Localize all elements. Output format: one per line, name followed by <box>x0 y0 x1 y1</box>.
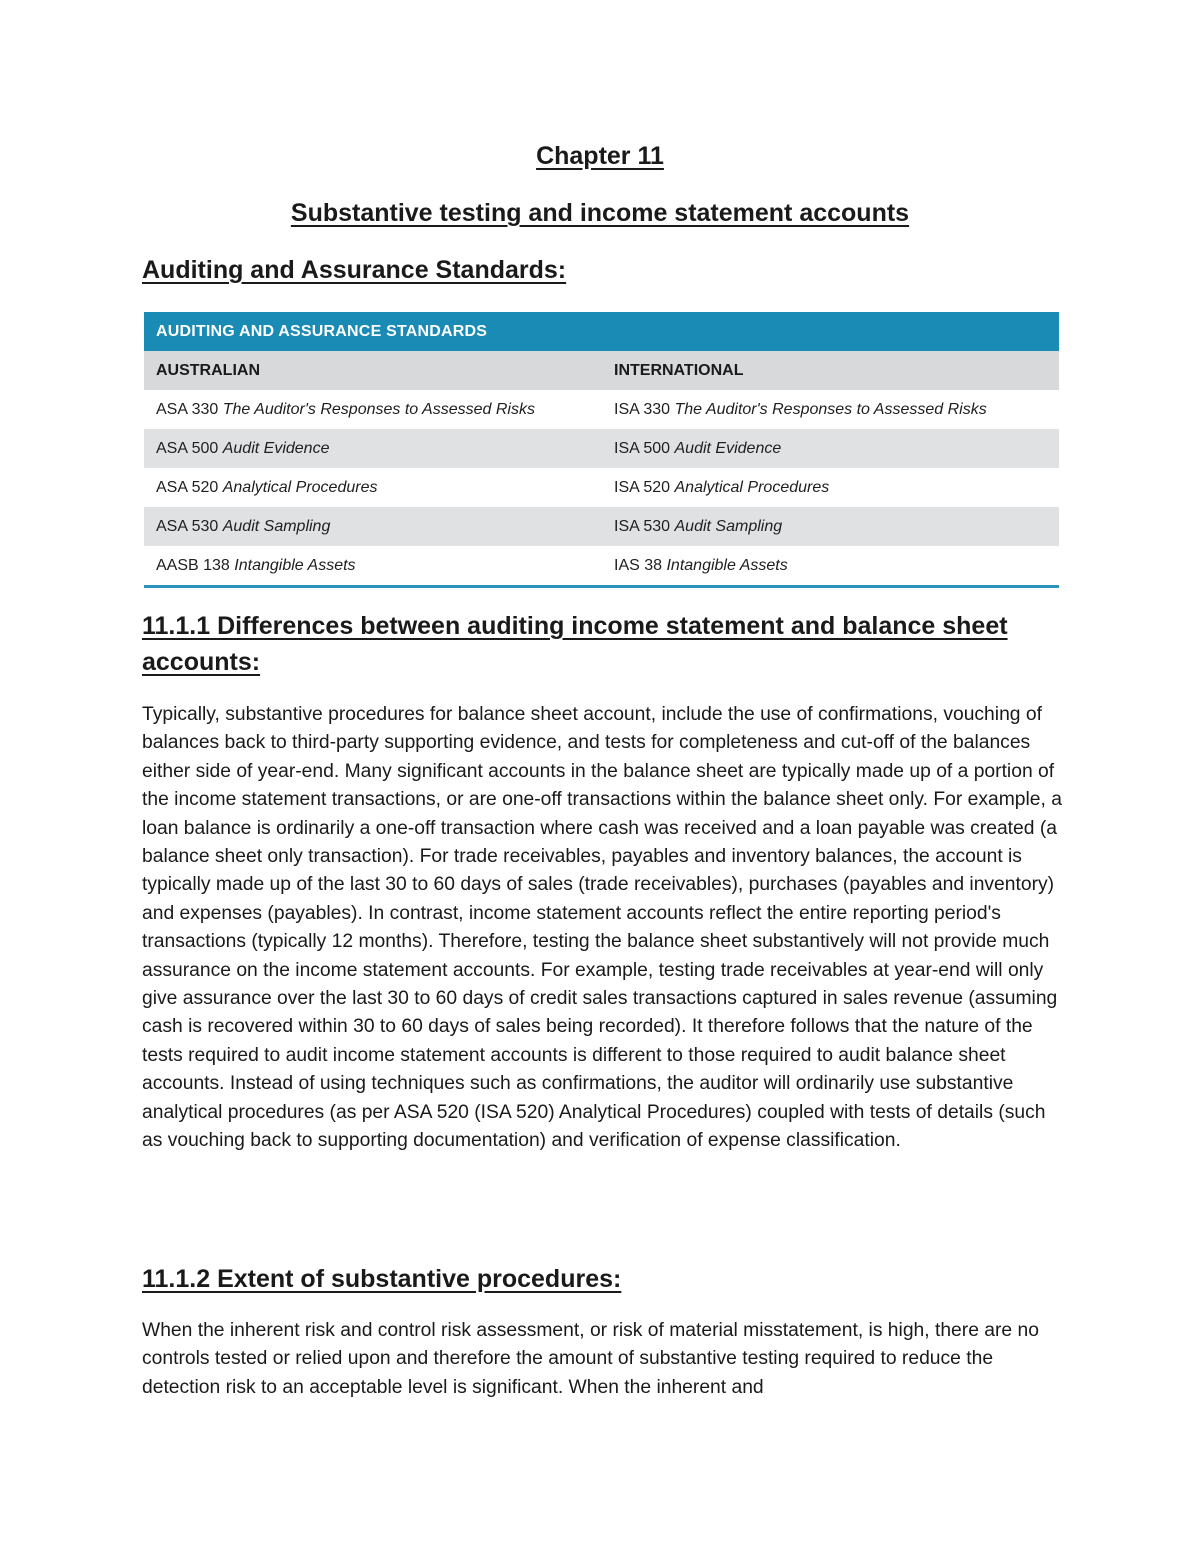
section-11-1-2-paragraph: When the inherent risk and control risk assessment, or risk of material misstatement, is high, there are no controls tested or relied upon and therefore the amount of substantive testing required to reduce the detection risk to an acceptable level is significant. When the inherent and <box>142 1320 1039 1398</box>
australian-standard-cell <box>144 546 602 587</box>
australian-standard-cell <box>144 468 602 507</box>
standards-heading: Auditing and Assurance Standards: <box>142 256 567 284</box>
australian-standard-cell <box>144 390 602 429</box>
international-standard-cell <box>602 429 1059 468</box>
standard-name: The Auditor's Responses to Assessed Risks <box>222 400 535 418</box>
standard-name: Audit Sampling <box>674 517 783 535</box>
standard-name: The Auditor's Responses to Assessed Risks <box>674 400 987 418</box>
column-header-international: INTERNATIONAL <box>602 351 1059 390</box>
standard-name: Intangible Assets <box>666 556 788 574</box>
standard-name: Audit Evidence <box>222 439 330 457</box>
section-11-1-2-heading: 11.1.2 Extent of substantive procedures: <box>142 1265 622 1293</box>
international-standard-cell <box>602 546 1059 587</box>
section-11-1-1-paragraph: Typically, substantive procedures for balance sheet account, include the use of confirmations, vouching of balances back to third-party supporting evidence, and tests for completeness and cut-off of the balances either side of year-end. Many significant accounts in the balance sheet are typically made up of a portion of the income statement transactions, or are one-off transactions within the balance sheet only. For example, a loan balance is ordinarily a one-off transaction where cash was received and a loan payable was created (a balance sheet only transaction). For trade receivables, payables and inventory balances, the account is typically made up of the last 30 to 60 days of sales (trade receivables), purchases (payables and inventory) and expenses (payables). In contrast, income statement accounts reflect the entire reporting period's transactions (typically 12 months). Therefore, testing the balance sheet substantively will not provide much assurance on the income statement accounts. For example, testing trade receivables at year-end will only give assurance over the last 30 to 60 days of credit sales transactions captured in sales revenue (assuming cash is recovered within 30 to 60 days of sales being recorded). It therefore follows that the nature of the tests required to audit income statement accounts is different to those required to audit balance sheet accounts. Instead of using techniques such as confirmations, the auditor will ordinarily use substantive analytical procedures (as per ASA 520 (ISA 520) Analytical Procedures) coupled with tests of details (such as vouching back to supporting documentation) and verification of expense classification. <box>142 704 1062 1152</box>
international-standard-cell <box>602 468 1059 507</box>
australian-standard-cell <box>144 429 602 468</box>
section-11-1-1-heading: 11.1.1 Differences between auditing income statement and balance sheet accounts: <box>142 612 1008 676</box>
table-row <box>144 390 1059 429</box>
standard-name: Audit Evidence <box>674 439 782 457</box>
standard-code: IAS 38 <box>614 556 663 574</box>
table-row <box>144 507 1059 546</box>
standard-name: Audit Sampling <box>222 517 331 535</box>
standard-name: Analytical Procedures <box>222 478 378 496</box>
international-standard-cell <box>602 507 1059 546</box>
standard-code: ASA 500 <box>156 439 219 457</box>
standard-code: ISA 500 <box>614 439 671 457</box>
chapter-subtitle: Substantive testing and income statement accounts <box>290 199 910 227</box>
standard-code: ISA 520 <box>614 478 671 496</box>
chapter-title: Chapter 11 <box>536 142 664 170</box>
standard-code: ISA 330 <box>614 400 671 418</box>
international-standard-cell <box>602 390 1059 429</box>
standard-name: Intangible Assets <box>234 556 356 574</box>
standard-code: ASA 330 <box>156 400 219 418</box>
table-row <box>144 429 1059 468</box>
standard-code: ASA 520 <box>156 478 219 496</box>
standard-code: AASB 138 <box>156 556 230 574</box>
standards-table <box>144 312 1059 588</box>
australian-standard-cell <box>144 507 602 546</box>
table-row <box>144 546 1059 587</box>
standard-code: ASA 530 <box>156 517 219 535</box>
standard-code: ISA 530 <box>614 517 671 535</box>
table-banner: AUDITING AND ASSURANCE STANDARDS <box>144 312 1059 351</box>
standard-name: Analytical Procedures <box>674 478 830 496</box>
table-row <box>144 468 1059 507</box>
column-header-australian: AUSTRALIAN <box>144 351 602 390</box>
